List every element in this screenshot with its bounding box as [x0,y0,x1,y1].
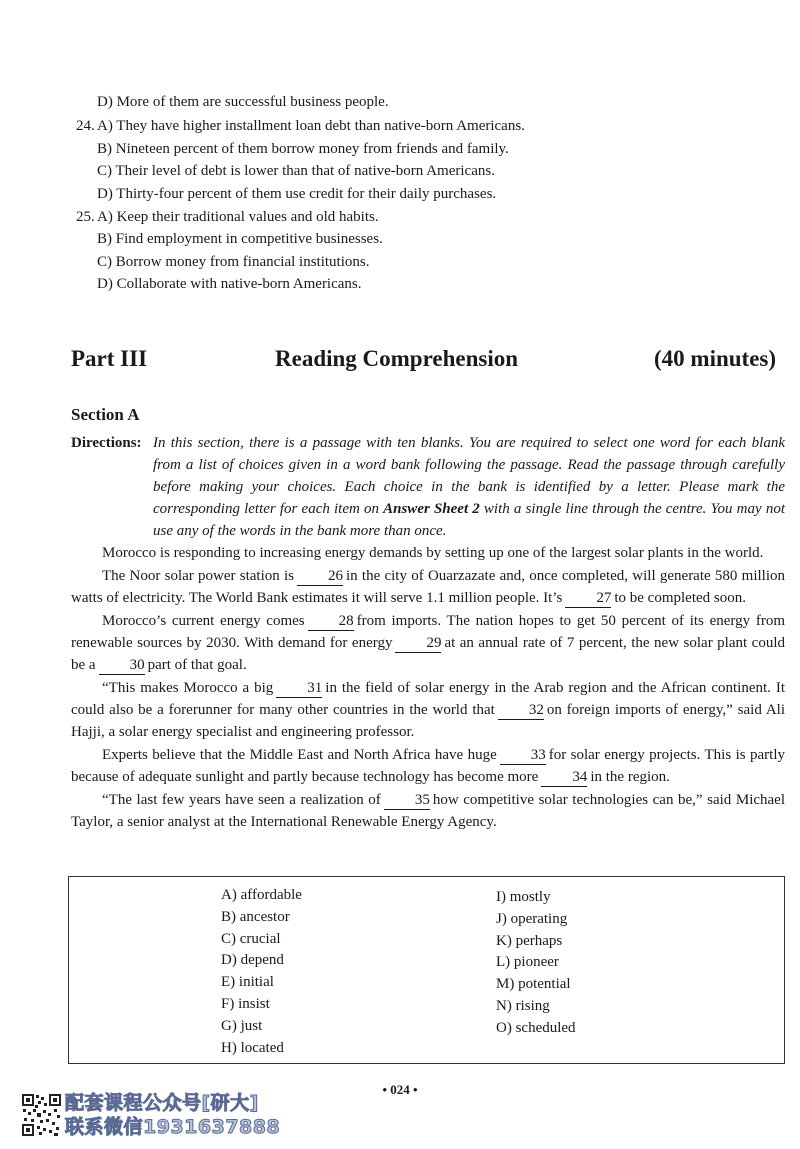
word-option: B) ancestor [221,908,290,925]
p3-text-c: at an annual rate of 7 percent, the new solar plant could be a [71,635,785,673]
p2-text-c: to be completed soon. [614,590,746,606]
q25-number: 25. [76,209,95,225]
paragraph-3 [71,610,785,676]
word-option: D) depend [221,952,284,969]
paragraph-5 [71,744,785,788]
p2-text-a: The Noor solar power station is [102,568,294,584]
paragraph-1 [71,542,785,564]
word-option: G) just [221,1017,263,1034]
p5-text-a: Experts believe that the Middle East and North Africa have huge [102,747,497,763]
directions-part-1: In this section, there is a passage with ten blanks. You are required to select one word for each blank from a list of choices given in a word bank following the passage. Read the passage through carefully before making your choices. Each choice in the bank is identified by a letter. Please mark the corresponding letter for each item on [153,435,785,517]
p6-text-b: how competitive solar technologies can be,” said Michael Taylor, a senior analyst at the International Renewable Energy Agency. [71,792,786,830]
directions-label: Directions: [71,435,142,451]
word-bank-left-column [221,885,302,1059]
blank-27[interactable]: 27 [565,590,611,608]
q24-number: 24. [76,118,95,134]
p1-text: Morocco is responding to increasing energy demands by setting up one of the largest solar plants in the world. [102,545,764,561]
p5-text-c: in the region. [590,769,670,785]
blank-28[interactable]: 28 [308,613,354,631]
q25-option-a: A) Keep their traditional values and old habits. [97,209,379,225]
blank-32[interactable]: 32 [498,702,544,720]
q25-option-d: D) Collaborate with native-born Americans. [97,276,362,292]
paragraph-6 [71,789,785,833]
part-title: Reading Comprehension [275,346,519,371]
blank-35[interactable]: 35 [384,792,430,810]
section-title: Section A [71,405,140,424]
p3-text-b: from imports. The nation hopes to get 50 percent of its energy from renewable sources by 2030. With demand for energy [71,613,785,651]
promo-line-2: 联系微信1931637888 [65,1116,281,1138]
promo-line-1: 配套课程公众号[研大] [65,1092,259,1114]
part-time: (40 minutes) [654,346,777,371]
p3-text-d: part of that goal. [147,657,247,673]
word-option: E) initial [221,974,274,991]
word-option: I) mostly [496,889,551,905]
p3-text-a: Morocco’s current energy comes [102,613,305,629]
blank-31[interactable]: 31 [276,680,322,698]
word-bank-right-column [496,887,576,1040]
page-number: • 024 • [382,1082,418,1097]
paragraph-2 [71,565,785,609]
word-bank [68,876,785,1064]
qr-code-icon [21,1093,62,1137]
word-option: J) operating [496,910,568,927]
directions-text [153,432,785,542]
q25-option-c: C) Borrow money from financial institutions. [97,254,370,270]
directions-part-2: with a single line through the centre. You may not use any of the words in the bank more than once. [153,501,785,539]
word-option: K) perhaps [496,932,563,949]
p2-text-b: in the city of Ouarzazate and, once completed, will generate 580 million watts of electricity. The World Bank estimates it will serve 1.1 million people. It’s [71,568,785,606]
p5-text-b: for solar energy projects. This is partly because of adequate sunlight and partly because technology has become more [71,747,785,785]
word-option: O) scheduled [496,1019,576,1036]
word-option: F) insist [221,995,270,1012]
answer-sheet-ref: Answer Sheet 2 [383,501,480,517]
p6-text-a: “The last few years have seen a realization of [102,792,381,808]
p4-text-b: in the field of solar energy in the Arab region and the African continent. It could also be a forerunner for many other countries in the world that [71,680,785,718]
paragraph-4 [71,677,785,743]
blank-30[interactable]: 30 [99,657,145,675]
blank-26[interactable]: 26 [297,568,343,586]
word-option: C) crucial [221,930,281,947]
q23-option-d: D) More of them are successful business people. [97,94,389,110]
word-option: L) pioneer [496,954,559,971]
p4-text-c: on foreign imports of energy,” said Ali Hajji, a solar energy specialist and engineering professor. [71,702,786,740]
q24-option-a: A) They have higher installment loan debt than native-born Americans. [97,118,525,134]
blank-33[interactable]: 33 [500,747,546,765]
q24-option-c: C) Their level of debt is lower than that of native-born Americans. [97,163,495,179]
word-option: A) affordable [221,887,302,903]
blank-34[interactable]: 34 [541,769,587,787]
p4-text-a: “This makes Morocco a big [102,680,274,696]
word-option: N) rising [496,997,550,1014]
q24-option-b: B) Nineteen percent of them borrow money from friends and family. [97,141,509,157]
passage [71,542,785,834]
part-label: Part III [71,346,148,371]
blank-29[interactable]: 29 [395,635,441,653]
word-option: M) potential [496,976,571,993]
q25-option-b: B) Find employment in competitive businesses. [97,231,383,247]
word-option: H) located [221,1039,284,1056]
q24-option-d: D) Thirty-four percent of them use credit for their daily purchases. [97,186,497,202]
